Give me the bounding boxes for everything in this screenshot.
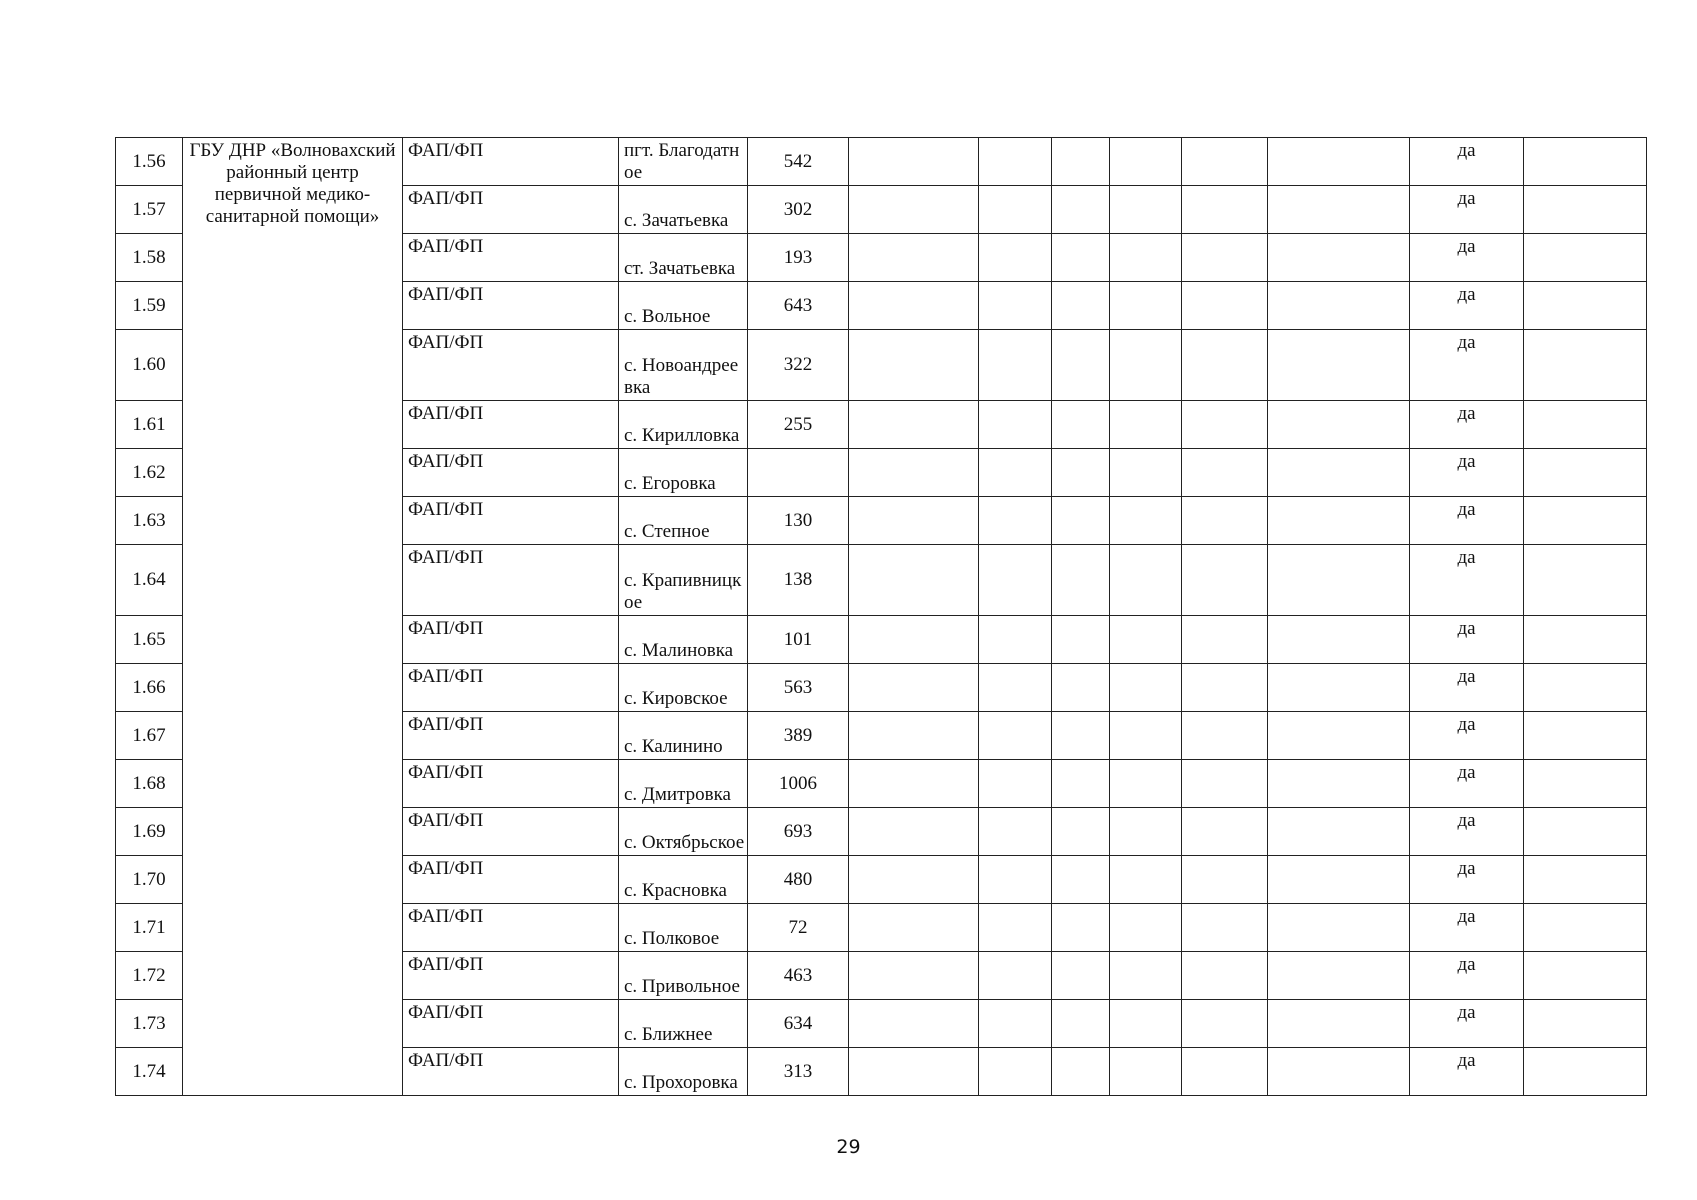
facility-type: ФАП/ФП	[403, 760, 619, 808]
empty-cell	[1052, 282, 1110, 330]
empty-cell	[979, 401, 1052, 449]
empty-cell	[1182, 1048, 1268, 1096]
empty-cell	[1524, 664, 1647, 712]
population-value: 463	[748, 952, 849, 1000]
empty-cell	[1110, 712, 1182, 760]
population-value: 255	[748, 401, 849, 449]
population-value: 389	[748, 712, 849, 760]
empty-cell	[979, 186, 1052, 234]
empty-cell	[1524, 282, 1647, 330]
population-value: 322	[748, 330, 849, 401]
empty-cell	[1052, 664, 1110, 712]
empty-cell	[1524, 1000, 1647, 1048]
empty-cell	[849, 497, 979, 545]
flag-value: да	[1410, 856, 1524, 904]
flag-value: да	[1410, 401, 1524, 449]
settlement-name: с. Ближнее	[619, 1000, 748, 1048]
empty-cell	[979, 282, 1052, 330]
empty-cell	[1110, 497, 1182, 545]
empty-cell	[849, 616, 979, 664]
row-number: 1.59	[116, 282, 183, 330]
flag-value: да	[1410, 138, 1524, 186]
empty-cell	[1524, 1048, 1647, 1096]
empty-cell	[979, 497, 1052, 545]
flag-value: да	[1410, 664, 1524, 712]
empty-cell	[979, 1048, 1052, 1096]
empty-cell	[1052, 545, 1110, 616]
empty-cell	[1268, 664, 1410, 712]
facility-type: ФАП/ФП	[403, 616, 619, 664]
empty-cell	[1268, 760, 1410, 808]
empty-cell	[979, 952, 1052, 1000]
empty-cell	[979, 856, 1052, 904]
empty-cell	[1268, 545, 1410, 616]
population-value: 302	[748, 186, 849, 234]
flag-value: да	[1410, 808, 1524, 856]
facility-type: ФАП/ФП	[403, 234, 619, 282]
settlement-name: с. Кировское	[619, 664, 748, 712]
facility-type: ФАП/ФП	[403, 1000, 619, 1048]
facility-type: ФАП/ФП	[403, 401, 619, 449]
empty-cell	[1110, 808, 1182, 856]
empty-cell	[1182, 186, 1268, 234]
settlement-name: с. Дмитровка	[619, 760, 748, 808]
population-value: 193	[748, 234, 849, 282]
row-number: 1.57	[116, 186, 183, 234]
empty-cell	[1110, 234, 1182, 282]
settlement-name: с. Полковое	[619, 904, 748, 952]
empty-cell	[1052, 186, 1110, 234]
settlement-name: с. Привольное	[619, 952, 748, 1000]
empty-cell	[1524, 138, 1647, 186]
facility-type: ФАП/ФП	[403, 449, 619, 497]
population-value: 634	[748, 1000, 849, 1048]
population-value: 693	[748, 808, 849, 856]
facility-type: ФАП/ФП	[403, 712, 619, 760]
empty-cell	[1524, 952, 1647, 1000]
row-number: 1.60	[116, 330, 183, 401]
empty-cell	[1052, 616, 1110, 664]
empty-cell	[1110, 1048, 1182, 1096]
population-value: 542	[748, 138, 849, 186]
facility-type: ФАП/ФП	[403, 282, 619, 330]
empty-cell	[849, 330, 979, 401]
empty-cell	[1182, 545, 1268, 616]
empty-cell	[1052, 401, 1110, 449]
row-number: 1.66	[116, 664, 183, 712]
empty-cell	[849, 1000, 979, 1048]
flag-value: да	[1410, 330, 1524, 401]
empty-cell	[1268, 1048, 1410, 1096]
empty-cell	[849, 449, 979, 497]
empty-cell	[1524, 234, 1647, 282]
empty-cell	[1052, 449, 1110, 497]
empty-cell	[1110, 330, 1182, 401]
empty-cell	[1268, 856, 1410, 904]
empty-cell	[849, 712, 979, 760]
empty-cell	[979, 760, 1052, 808]
facility-type: ФАП/ФП	[403, 952, 619, 1000]
empty-cell	[1052, 497, 1110, 545]
flag-value: да	[1410, 712, 1524, 760]
facility-type: ФАП/ФП	[403, 330, 619, 401]
empty-cell	[979, 1000, 1052, 1048]
empty-cell	[1182, 808, 1268, 856]
empty-cell	[849, 282, 979, 330]
empty-cell	[1182, 449, 1268, 497]
flag-value: да	[1410, 545, 1524, 616]
empty-cell	[1268, 449, 1410, 497]
empty-cell	[1268, 497, 1410, 545]
empty-cell	[1052, 1048, 1110, 1096]
facility-type: ФАП/ФП	[403, 904, 619, 952]
empty-cell	[1182, 760, 1268, 808]
empty-cell	[1524, 856, 1647, 904]
empty-cell	[1052, 952, 1110, 1000]
empty-cell	[1524, 330, 1647, 401]
empty-cell	[1182, 138, 1268, 186]
empty-cell	[849, 138, 979, 186]
empty-cell	[1182, 952, 1268, 1000]
row-number: 1.58	[116, 234, 183, 282]
population-value: 563	[748, 664, 849, 712]
empty-cell	[1182, 1000, 1268, 1048]
flag-value: да	[1410, 497, 1524, 545]
empty-cell	[849, 760, 979, 808]
empty-cell	[1110, 616, 1182, 664]
row-number: 1.67	[116, 712, 183, 760]
empty-cell	[849, 952, 979, 1000]
table-body	[116, 138, 1647, 1096]
empty-cell	[1524, 497, 1647, 545]
table-row	[116, 138, 1647, 186]
settlement-name: с. Красновка	[619, 856, 748, 904]
empty-cell	[1182, 712, 1268, 760]
empty-cell	[979, 449, 1052, 497]
empty-cell	[849, 664, 979, 712]
settlement-name: с. Калинино	[619, 712, 748, 760]
empty-cell	[1268, 1000, 1410, 1048]
flag-value: да	[1410, 234, 1524, 282]
row-number: 1.72	[116, 952, 183, 1000]
empty-cell	[979, 904, 1052, 952]
facility-type: ФАП/ФП	[403, 186, 619, 234]
empty-cell	[1268, 138, 1410, 186]
empty-cell	[979, 138, 1052, 186]
empty-cell	[849, 234, 979, 282]
settlement-name: с. Прохоровка	[619, 1048, 748, 1096]
empty-cell	[1524, 808, 1647, 856]
page-number: 29	[836, 1136, 861, 1158]
empty-cell	[1110, 449, 1182, 497]
population-value: 101	[748, 616, 849, 664]
row-number: 1.61	[116, 401, 183, 449]
empty-cell	[979, 330, 1052, 401]
empty-cell	[1524, 186, 1647, 234]
settlement-name: с. Октябрьское	[619, 808, 748, 856]
empty-cell	[1524, 401, 1647, 449]
empty-cell	[1268, 330, 1410, 401]
settlement-name: с. Новоандреевка	[619, 330, 748, 401]
flag-value: да	[1410, 1048, 1524, 1096]
empty-cell	[1110, 1000, 1182, 1048]
empty-cell	[849, 401, 979, 449]
empty-cell	[1052, 1000, 1110, 1048]
population-value: 313	[748, 1048, 849, 1096]
organization-name: ГБУ ДНР «Волновахский районный центр первичной медико-санитарной помощи»	[183, 138, 403, 1096]
row-number: 1.63	[116, 497, 183, 545]
empty-cell	[1524, 760, 1647, 808]
facility-type: ФАП/ФП	[403, 808, 619, 856]
flag-value: да	[1410, 760, 1524, 808]
empty-cell	[1268, 904, 1410, 952]
empty-cell	[1110, 856, 1182, 904]
settlement-name: с. Зачатьевка	[619, 186, 748, 234]
flag-value: да	[1410, 282, 1524, 330]
empty-cell	[1052, 856, 1110, 904]
empty-cell	[1110, 401, 1182, 449]
row-number: 1.69	[116, 808, 183, 856]
empty-cell	[1268, 234, 1410, 282]
empty-cell	[1524, 616, 1647, 664]
row-number: 1.71	[116, 904, 183, 952]
facility-type: ФАП/ФП	[403, 545, 619, 616]
empty-cell	[849, 545, 979, 616]
empty-cell	[1182, 616, 1268, 664]
settlement-name: с. Кирилловка	[619, 401, 748, 449]
row-number: 1.64	[116, 545, 183, 616]
empty-cell	[849, 186, 979, 234]
empty-cell	[849, 808, 979, 856]
empty-cell	[1110, 760, 1182, 808]
empty-cell	[979, 234, 1052, 282]
empty-cell	[1052, 234, 1110, 282]
row-number: 1.56	[116, 138, 183, 186]
empty-cell	[979, 664, 1052, 712]
empty-cell	[1182, 282, 1268, 330]
facility-type: ФАП/ФП	[403, 856, 619, 904]
population-value	[748, 449, 849, 497]
empty-cell	[1110, 282, 1182, 330]
empty-cell	[1110, 186, 1182, 234]
empty-cell	[1110, 545, 1182, 616]
empty-cell	[1052, 138, 1110, 186]
facilities-table	[115, 137, 1647, 1096]
empty-cell	[1110, 952, 1182, 1000]
facility-type: ФАП/ФП	[403, 497, 619, 545]
empty-cell	[1110, 904, 1182, 952]
empty-cell	[1052, 330, 1110, 401]
settlement-name: с. Вольное	[619, 282, 748, 330]
empty-cell	[1268, 401, 1410, 449]
empty-cell	[1524, 904, 1647, 952]
empty-cell	[849, 1048, 979, 1096]
flag-value: да	[1410, 616, 1524, 664]
population-value: 480	[748, 856, 849, 904]
empty-cell	[1524, 545, 1647, 616]
settlement-name: с. Крапивницкое	[619, 545, 748, 616]
row-number: 1.62	[116, 449, 183, 497]
empty-cell	[1268, 282, 1410, 330]
empty-cell	[1182, 497, 1268, 545]
empty-cell	[979, 545, 1052, 616]
empty-cell	[1268, 712, 1410, 760]
facility-type: ФАП/ФП	[403, 1048, 619, 1096]
empty-cell	[1182, 330, 1268, 401]
row-number: 1.70	[116, 856, 183, 904]
empty-cell	[1052, 808, 1110, 856]
empty-cell	[979, 808, 1052, 856]
empty-cell	[1110, 664, 1182, 712]
flag-value: да	[1410, 952, 1524, 1000]
empty-cell	[849, 856, 979, 904]
empty-cell	[1182, 664, 1268, 712]
empty-cell	[1268, 952, 1410, 1000]
empty-cell	[1268, 808, 1410, 856]
empty-cell	[1182, 904, 1268, 952]
empty-cell	[979, 712, 1052, 760]
empty-cell	[1110, 138, 1182, 186]
settlement-name: пгт. Благодатное	[619, 138, 748, 186]
empty-cell	[1268, 616, 1410, 664]
facility-type: ФАП/ФП	[403, 664, 619, 712]
population-value: 72	[748, 904, 849, 952]
settlement-name: с. Егоровка	[619, 449, 748, 497]
empty-cell	[1052, 904, 1110, 952]
empty-cell	[979, 616, 1052, 664]
settlement-name: с. Малиновка	[619, 616, 748, 664]
flag-value: да	[1410, 449, 1524, 497]
empty-cell	[1182, 401, 1268, 449]
row-number: 1.65	[116, 616, 183, 664]
flag-value: да	[1410, 904, 1524, 952]
empty-cell	[1182, 856, 1268, 904]
row-number: 1.68	[116, 760, 183, 808]
settlement-name: с. Степное	[619, 497, 748, 545]
population-value: 1006	[748, 760, 849, 808]
settlement-name: ст. Зачатьевка	[619, 234, 748, 282]
empty-cell	[1052, 760, 1110, 808]
empty-cell	[1182, 234, 1268, 282]
empty-cell	[1052, 712, 1110, 760]
empty-cell	[1524, 449, 1647, 497]
row-number: 1.74	[116, 1048, 183, 1096]
population-value: 130	[748, 497, 849, 545]
row-number: 1.73	[116, 1000, 183, 1048]
facility-type: ФАП/ФП	[403, 138, 619, 186]
population-value: 643	[748, 282, 849, 330]
population-value: 138	[748, 545, 849, 616]
flag-value: да	[1410, 186, 1524, 234]
empty-cell	[849, 904, 979, 952]
empty-cell	[1268, 186, 1410, 234]
flag-value: да	[1410, 1000, 1524, 1048]
empty-cell	[1524, 712, 1647, 760]
